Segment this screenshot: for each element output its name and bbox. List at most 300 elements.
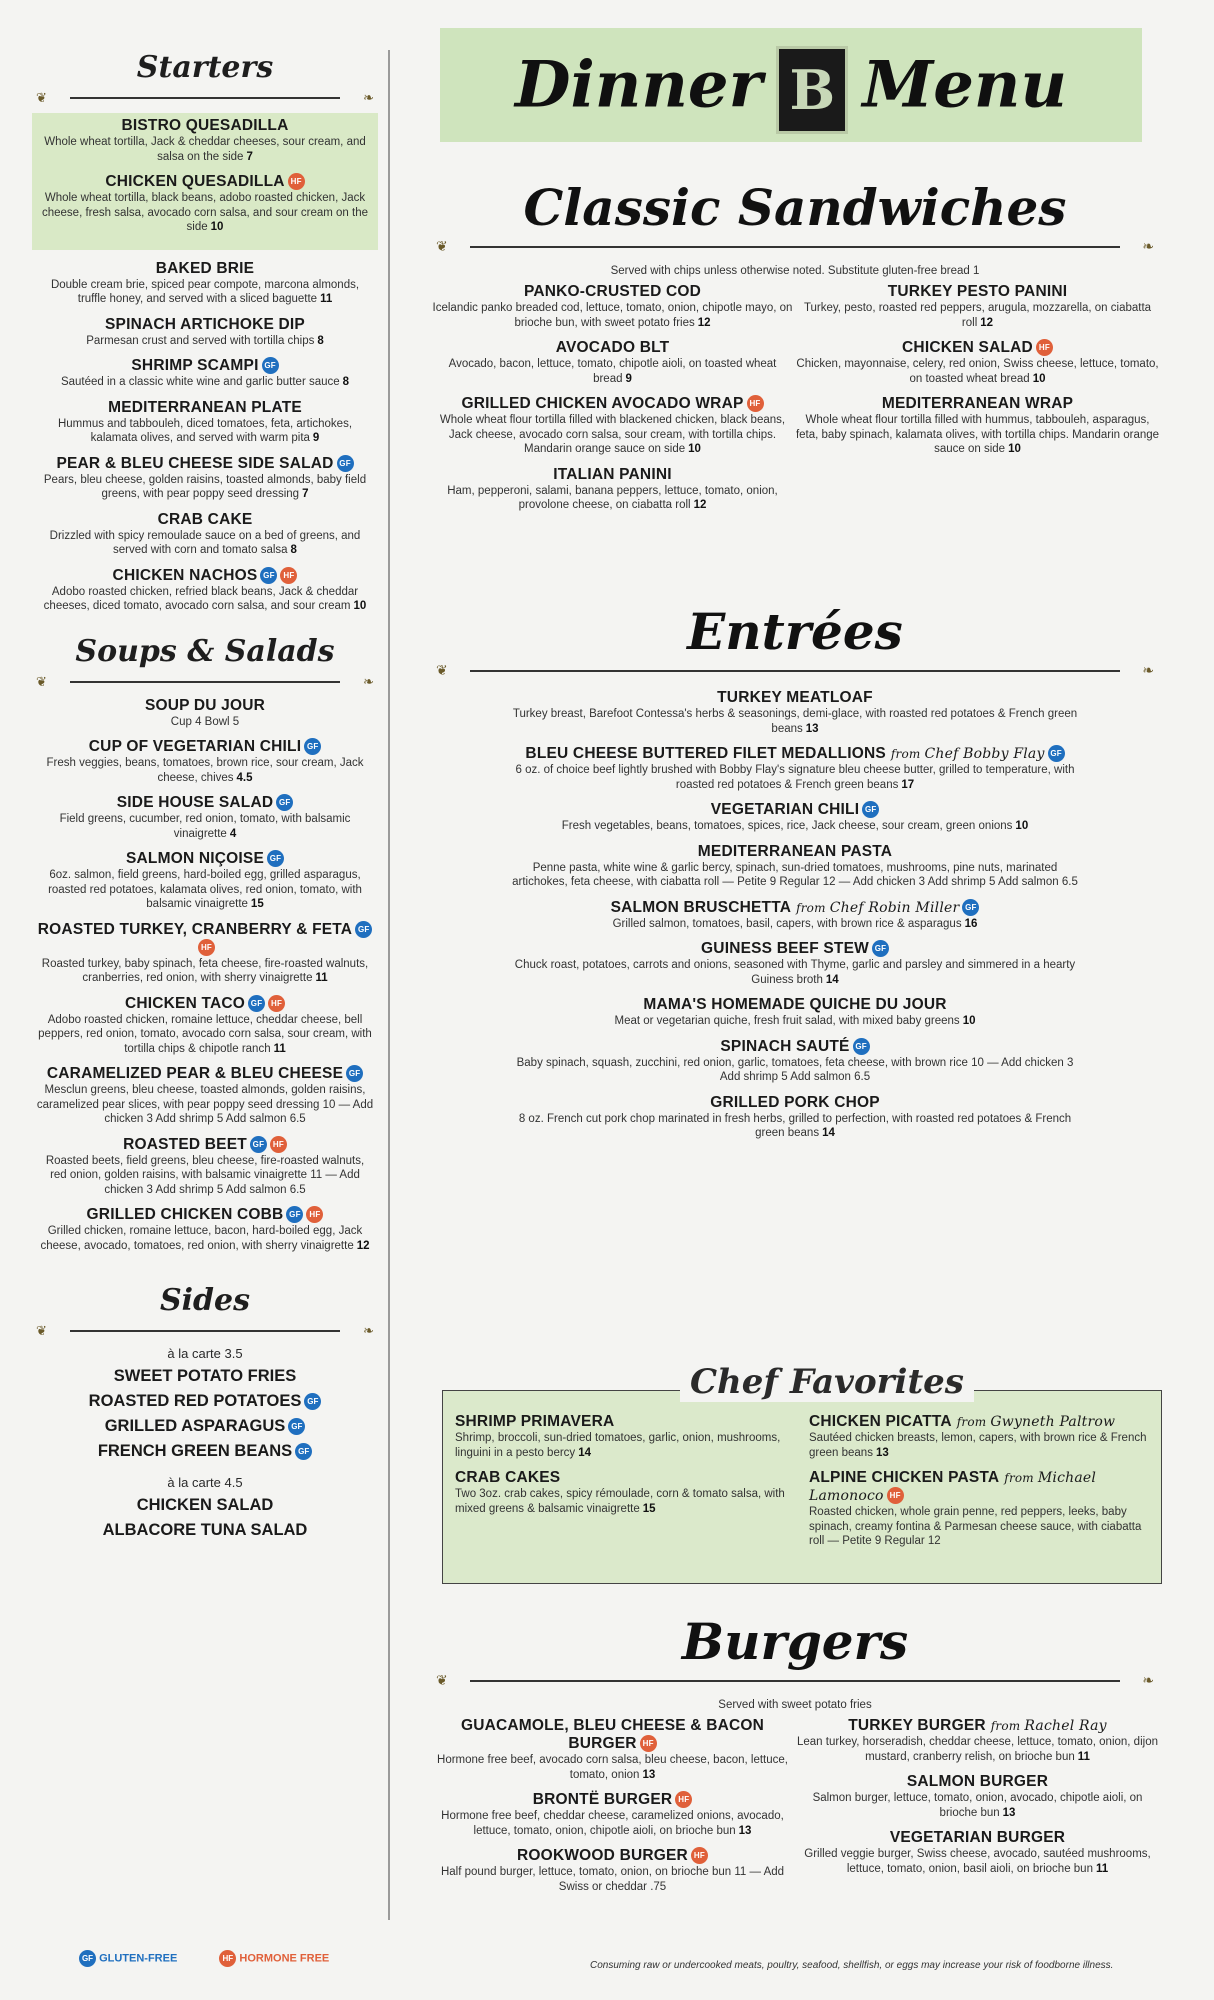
- section-rule: [36, 675, 374, 689]
- item-description: [36, 585, 374, 614]
- menu-item: [795, 283, 1160, 330]
- menu-item: [36, 794, 374, 841]
- item-price: 14: [822, 1127, 835, 1139]
- item-price: 12: [356, 1239, 370, 1252]
- section-rule: [430, 1673, 1160, 1689]
- item-name: GRILLED PORK CHOP: [710, 1093, 880, 1111]
- burgers-note: Served with sweet potato fries: [718, 1699, 872, 1711]
- chef-name: Chef Bobby Flay: [924, 746, 1045, 762]
- menu-item: [36, 567, 374, 614]
- item-name: BLEU CHEESE BUTTERED FILET MEDALLIONS: [525, 745, 886, 762]
- chef-name: Chef Robin Miller: [829, 899, 960, 916]
- item-desc-text: Adobo roasted chicken, romaine lettuce, cheddar cheese, bell peppers, red onion, tomato, avocado corn salsa, sour cream, with tortilla chips & chipotle ranch: [38, 1013, 372, 1055]
- item-name-line: [510, 1038, 1080, 1056]
- menu-item: [809, 1469, 1149, 1549]
- item-desc-text: Avocado, bacon, lettuce, tomato, chipotle aioli, on toasted wheat bread: [448, 358, 777, 385]
- menu-item: [40, 117, 370, 164]
- item-desc-text: Hormone free beef, avocado corn salsa, bleu cheese, bacon, lettuce, tomato, onion: [437, 1754, 788, 1781]
- item-desc-text: Icelandic panko breaded cod, lettuce, tomato, onion, chipotle mayo, on brioche bun, with sweet potato fries: [432, 302, 793, 329]
- menu-item: [510, 940, 1080, 987]
- sandwiches-section: [430, 178, 1160, 522]
- item-description: [36, 417, 374, 446]
- item-price: 10: [353, 600, 367, 612]
- menu-item: [36, 1065, 374, 1127]
- item-desc-text: Whole wheat flour tortilla filled with hummus, tabbouleh, asparagus, feta, baby spinach, kalamata olives, with tortilla chips. Mandarin orange sauce on side: [795, 414, 1160, 455]
- item-name: CARAMELIZED PEAR & BLEU CHEESE: [46, 1065, 344, 1082]
- item-name-line: [430, 395, 795, 413]
- item-price: 11: [273, 1042, 286, 1055]
- chef-name: Gwyneth Paltrow: [990, 1414, 1116, 1430]
- item-name: AVOCADO BLT: [555, 339, 670, 356]
- hormone-free-badge-icon: HF: [691, 1847, 708, 1864]
- item-name-line: [36, 455, 374, 473]
- item-desc-text: Whole wheat tortilla, Jack & cheddar cheeses, sour cream, and salsa on the side: [44, 136, 366, 163]
- legend: [76, 1950, 365, 1967]
- item-desc-text: Shrimp, broccoli, sun-dried tomatoes, garlic, onion, mushrooms, linguini in a pesto bercy: [455, 1432, 781, 1459]
- item-name: TURKEY PESTO PANINI: [887, 283, 1068, 300]
- gluten-free-badge-icon: GF: [862, 801, 879, 818]
- item-name-line: [40, 173, 370, 191]
- header-banner: [440, 28, 1142, 142]
- item-description: [36, 334, 374, 349]
- item-price: 8: [317, 334, 324, 347]
- item-price: 10: [688, 443, 701, 455]
- menu-item: [510, 745, 1080, 792]
- item-name: SPINACH SAUTÉ: [720, 1037, 850, 1055]
- hormone-free-badge-icon: HF: [280, 567, 297, 584]
- item-price: 9: [312, 432, 320, 444]
- item-desc-text: Roasted turkey, baby spinach, feta cheese, fire-roasted walnuts, cranberries, red onion, with sherry vinaigrette: [41, 957, 369, 984]
- item-name-line: [36, 399, 374, 417]
- item-name-line: [36, 738, 374, 756]
- alacarte-price: à la carte 3.5: [167, 1346, 243, 1361]
- item-name-line: [36, 850, 374, 868]
- hormone-free-badge-icon: HF: [198, 939, 215, 956]
- section-rule: [430, 663, 1160, 679]
- item-description: [510, 707, 1080, 736]
- item-name-line: [40, 117, 370, 135]
- item-price: 10: [1008, 443, 1021, 455]
- item-name: ITALIAN PANINI: [553, 465, 672, 483]
- sandwiches-left: [430, 283, 795, 522]
- sides-group-2: [36, 1496, 374, 1540]
- item-name-line: [36, 1206, 374, 1224]
- item-description: [795, 1847, 1160, 1876]
- menu-item: [430, 1847, 795, 1894]
- item-price: 17: [901, 778, 915, 791]
- entrees-title: Entrées: [687, 602, 903, 661]
- item-price: 7: [302, 488, 309, 500]
- item-description: [795, 413, 1160, 457]
- leaf-ornament-icon: ❧: [363, 91, 374, 106]
- side-item: [36, 1442, 374, 1461]
- gluten-free-badge-icon: GF: [337, 455, 354, 472]
- menu-item: [430, 283, 795, 330]
- item-description: [430, 301, 795, 330]
- side-item-name: CHICKEN SALAD: [136, 1496, 274, 1514]
- item-name: BRONTË BURGER: [532, 1791, 673, 1808]
- item-price: 4: [229, 827, 237, 840]
- item-description: [36, 1013, 374, 1057]
- food-safety-footnote: Consuming raw or undercooked meats, poultry, seafood, shellfish, or eggs may increase your risk of foodborne illness.: [590, 1960, 1114, 1971]
- from-label: from: [1004, 1471, 1034, 1485]
- item-desc-text: Roasted chicken, whole grain penne, red peppers, leeks, baby spinach, creamy fontina & Parmesan cheese sauce, with ciabatta roll — Petite 9 Regular 12: [809, 1506, 1142, 1547]
- item-name-line: [36, 921, 374, 957]
- gluten-free-badge-icon: GF: [304, 738, 321, 755]
- item-name-line: [510, 689, 1080, 707]
- gluten-free-badge-icon: GF: [1048, 745, 1065, 762]
- soups-title: Soups & Salads: [75, 633, 335, 669]
- item-price: 11: [320, 293, 333, 305]
- item-description: [430, 413, 795, 457]
- hormone-free-badge-icon: HF: [1036, 339, 1053, 356]
- sandwiches-right: [795, 283, 1160, 522]
- item-name: GUACAMOLE, BLEU CHEESE & BACON BURGER: [460, 1717, 765, 1752]
- left-column: [36, 50, 374, 1546]
- item-description: [36, 812, 374, 841]
- item-description: [430, 1809, 795, 1838]
- menu-item: [510, 843, 1080, 890]
- item-name: BISTRO QUESADILLA: [121, 117, 289, 134]
- menu-item: [795, 339, 1160, 386]
- hormone-free-badge-icon: HF: [747, 395, 764, 412]
- leaf-ornament-icon: ❧: [363, 1324, 374, 1339]
- gluten-free-badge-icon: GF: [962, 899, 979, 916]
- item-name: SHRIMP PRIMAVERA: [455, 1413, 615, 1430]
- item-name: CHICKEN NACHOS: [112, 566, 258, 584]
- item-desc-text: Chicken, mayonnaise, celery, red onion, Swiss cheese, lettuce, tomato, on toasted wheat bread: [796, 358, 1159, 385]
- item-price: 8: [290, 544, 297, 556]
- leaf-ornament-icon: ❦: [36, 674, 47, 690]
- item-price: 14: [578, 1446, 591, 1459]
- item-name: ROASTED BEET: [123, 1135, 247, 1153]
- leaf-ornament-icon: ❦: [436, 663, 448, 679]
- gf-badge-icon: GF: [79, 1950, 96, 1967]
- item-desc-text: Two 3oz. crab cakes, spicy rémoulade, corn & tomato salsa, with mixed greens & balsamic vinaigrette: [455, 1488, 785, 1515]
- item-name-line: [809, 1469, 1149, 1505]
- item-description: [36, 1224, 374, 1253]
- item-description: [430, 484, 795, 513]
- side-item: [36, 1367, 374, 1386]
- menu-item: [36, 850, 374, 912]
- item-price: 7: [246, 150, 253, 163]
- side-item: [36, 1496, 374, 1515]
- item-name-line: [795, 339, 1160, 357]
- menu-item: [455, 1469, 795, 1516]
- item-name: TURKEY MEATLOAF: [717, 689, 873, 706]
- gluten-free-badge-icon: GF: [286, 1206, 303, 1223]
- section-rule: [430, 239, 1160, 255]
- leaf-ornament-icon: ❦: [36, 91, 47, 106]
- menu-item: [510, 689, 1080, 736]
- menu-item: [36, 357, 374, 390]
- menu-item: [36, 1206, 374, 1253]
- menu-item: [430, 1717, 795, 1782]
- item-name: GRILLED CHICKEN AVOCADO WRAP: [461, 395, 744, 412]
- sandwiches-title: Classic Sandwiches: [523, 178, 1067, 237]
- item-desc-text: Field greens, cucumber, red onion, tomato, with balsamic vinaigrette: [59, 813, 351, 840]
- item-name-line: [36, 511, 374, 529]
- item-name: ROOKWOOD BURGER: [517, 1847, 688, 1864]
- menu-title: [440, 46, 1142, 134]
- hormone-free-badge-icon: HF: [887, 1487, 904, 1504]
- side-item-name: FRENCH GREEN BEANS: [97, 1442, 293, 1460]
- item-description: [795, 357, 1160, 386]
- gluten-free-badge-icon: GF: [262, 357, 279, 374]
- item-name-line: [36, 357, 374, 375]
- item-description: [510, 819, 1080, 834]
- item-description: [510, 1112, 1080, 1141]
- item-description: [455, 1487, 795, 1516]
- menu-item: [40, 173, 370, 235]
- item-description: [430, 357, 795, 386]
- item-name-line: [510, 899, 1080, 917]
- item-description: [36, 473, 374, 502]
- starters-list: [36, 113, 374, 614]
- item-desc-text: Hormone free beef, cheddar cheese, caramelized onions, avocado, lettuce, tomato, onion, chipotle aioli, on brioche bun: [441, 1810, 784, 1837]
- item-price: 13: [1002, 1806, 1016, 1819]
- menu-item: [795, 1717, 1160, 1764]
- item-price: 11: [1077, 1750, 1090, 1763]
- item-name: GRILLED CHICKEN COBB: [86, 1206, 284, 1223]
- leaf-ornament-icon: ❦: [36, 1324, 47, 1339]
- item-description: [36, 868, 374, 912]
- menu-item: [36, 738, 374, 785]
- item-name: SOUP DU JOUR: [144, 696, 266, 714]
- side-item: [36, 1392, 374, 1411]
- burgers-left: [430, 1717, 795, 1903]
- menu-item: [510, 1038, 1080, 1085]
- menu-item: [36, 260, 374, 307]
- item-price: 13: [738, 1824, 752, 1837]
- item-desc-text: Hummus and tabbouleh, diced tomatoes, feta, artichokes, kalamata olives, and served with warm pita: [57, 417, 353, 444]
- hf-badge-icon: HF: [219, 1950, 236, 1967]
- logo-b-icon: B: [776, 46, 848, 134]
- item-desc-text: Drizzled with spicy remoulade sauce on a bed of greens, and served with corn and tomato salsa: [49, 529, 361, 556]
- item-price: 16: [964, 917, 978, 930]
- menu-item: [36, 399, 374, 446]
- menu-item: [430, 466, 795, 513]
- item-name: SPINACH ARTICHOKE DIP: [105, 315, 305, 333]
- item-name: GUINESS BEEF STEW: [701, 940, 869, 957]
- item-price: 15: [250, 898, 264, 910]
- item-desc-text: Salmon burger, lettuce, tomato, onion, avocado, chipotle aioli, on brioche bun: [812, 1792, 1143, 1819]
- hormone-free-badge-icon: HF: [288, 173, 305, 190]
- item-desc-text: Grilled chicken, romaine lettuce, bacon, hard-boiled egg, Jack cheese, avocado, tomatoes, red onion, with sherry vinaigrette: [40, 1225, 363, 1252]
- item-desc-text: Fresh veggies, beans, tomatoes, brown rice, sour cream, Jack cheese, chives: [46, 757, 364, 784]
- item-desc-text: Grilled salmon, tomatoes, basil, capers, with brown rice & asparagus: [612, 917, 962, 930]
- title-menu: Menu: [862, 47, 1067, 123]
- item-desc-text: 6oz. salmon, field greens, hard-boiled egg, grilled asparagus, roasted red potatoes, kalamata olives, red onion, tomato, with balsamic vinaigrette: [48, 869, 362, 910]
- item-name: CHICKEN SALAD: [902, 339, 1033, 356]
- item-name: MEDITERRANEAN PLATE: [108, 398, 302, 416]
- menu-item: [510, 899, 1080, 932]
- item-name: VEGETARIAN CHILI: [710, 801, 860, 818]
- item-price: 12: [980, 316, 994, 329]
- item-name-line: [795, 1829, 1160, 1847]
- leaf-ornament-icon: ❦: [436, 239, 448, 255]
- item-description: [510, 1056, 1080, 1085]
- item-name: CRAB CAKE: [157, 510, 253, 528]
- item-description: [36, 529, 374, 558]
- gluten-free-badge-icon: GF: [250, 1136, 267, 1153]
- item-name-line: [795, 1717, 1160, 1735]
- chef-favorites-box: [442, 1390, 1162, 1584]
- menu-item: [510, 801, 1080, 834]
- alacarte-price: à la carte 4.5: [167, 1475, 243, 1490]
- menu-item: [430, 1791, 795, 1838]
- entrees-list: [430, 689, 1160, 1141]
- gluten-free-badge-icon: GF: [260, 567, 277, 584]
- item-description: [809, 1505, 1149, 1549]
- title-dinner: Dinner: [515, 47, 763, 123]
- leaf-ornament-icon: ❧: [363, 674, 374, 690]
- item-name: MAMA'S HOMEMADE QUICHE DU JOUR: [643, 996, 947, 1013]
- item-desc-text: Mesclun greens, bleu cheese, toasted almonds, golden raisins, caramelized pear slices, with pear poppy seed dressing 10 — Add chicken 3 Add shrimp 5 Add salmon 6.5: [36, 1084, 374, 1125]
- item-price: 10: [962, 1015, 976, 1027]
- side-item: [36, 1521, 374, 1540]
- side-item-name: ALBACORE TUNA SALAD: [102, 1521, 308, 1539]
- burgers-title: Burgers: [681, 1612, 909, 1671]
- item-description: [36, 375, 374, 390]
- gluten-free-badge-icon: GF: [267, 850, 284, 867]
- menu-item: [455, 1413, 795, 1460]
- item-name: SALMON BRUSCHETTA: [610, 898, 792, 916]
- item-name: SALMON NIÇOISE: [125, 850, 264, 867]
- column-divider: [388, 50, 390, 1920]
- menu-item: [510, 1094, 1080, 1141]
- menu-item: [809, 1413, 1149, 1460]
- item-price: 15: [642, 1502, 656, 1515]
- legend-hf: [216, 1950, 329, 1967]
- item-price: 13: [805, 722, 819, 735]
- item-description: [795, 301, 1160, 330]
- chef-favorites-title: Chef Favorites: [680, 1362, 974, 1402]
- item-name: CHICKEN PICATTA: [809, 1413, 952, 1430]
- item-description: [36, 957, 374, 986]
- legend-hf-label: HORMONE FREE: [239, 1952, 330, 1965]
- item-desc-text: Penne pasta, white wine & garlic bercy, spinach, sun-dried tomatoes, mushrooms, pine nuts, marinated artichokes, feta cheese, with ciabatta roll — Petite 9 Regular 12 — Add chicken 3 Add shrimp 5 Add salmon 6.5: [512, 861, 1078, 888]
- starters-title: Starters: [136, 50, 274, 85]
- menu-item: [36, 455, 374, 502]
- menu-item: [510, 996, 1080, 1029]
- hormone-free-badge-icon: HF: [270, 1136, 287, 1153]
- item-description: [510, 917, 1080, 932]
- item-desc-text: Double cream brie, spiced pear compote, marcona almonds, truffle honey, and served with a sliced baguette: [50, 278, 360, 305]
- item-name-line: [430, 283, 795, 301]
- item-name-line: [36, 316, 374, 334]
- item-desc-text: Meat or vegetarian quiche, fresh fruit salad, with mixed baby greens: [614, 1015, 960, 1027]
- chef-name: Rachel Ray: [1024, 1718, 1107, 1734]
- hormone-free-badge-icon: HF: [675, 1791, 692, 1808]
- item-price: 9: [625, 372, 632, 385]
- item-name-line: [430, 1847, 795, 1865]
- legend-gf: [76, 1950, 177, 1967]
- menu-item: [36, 1136, 374, 1198]
- item-price: 11: [1095, 1862, 1109, 1875]
- item-description: [40, 135, 370, 164]
- item-desc-text: Fresh vegetables, beans, tomatoes, spices, rice, Jack cheese, sour cream, green onions: [561, 820, 1013, 832]
- gluten-free-badge-icon: GF: [288, 1418, 305, 1435]
- side-item-name: ROASTED RED POTATOES: [88, 1392, 302, 1410]
- from-label: from: [796, 900, 826, 915]
- item-desc-text: Grilled veggie burger, Swiss cheese, avocado, sautéed mushrooms, lettuce, tomato, onion, basil aioli, on brioche bun: [804, 1848, 1151, 1875]
- item-description: [510, 958, 1080, 987]
- item-description: [36, 1154, 374, 1198]
- item-description: [510, 861, 1080, 890]
- item-description: [430, 1753, 795, 1782]
- item-name-line: [795, 1773, 1160, 1791]
- item-desc-text: Adobo roasted chicken, refried black beans, Jack & cheddar cheeses, diced tomato, avocado corn salsa, and sour cream: [43, 585, 359, 612]
- item-name: CHICKEN TACO: [124, 994, 246, 1012]
- item-desc-text: Sautéed in a classic white wine and garlic butter sauce: [60, 376, 340, 388]
- legend-gf-label: GLUTEN-FREE: [99, 1952, 178, 1965]
- chef-name: Michael Lamonoco: [809, 1470, 1097, 1504]
- item-name-line: [36, 567, 374, 585]
- item-price: 11: [315, 972, 328, 984]
- item-name: SALMON BURGER: [906, 1773, 1049, 1790]
- item-description: [36, 756, 374, 785]
- item-desc-text: Whole wheat flour tortilla filled with blackened chicken, black beans, Jack cheese, avocado corn salsa, sour cream, with tortilla chips. Mandarin orange sauce on side: [439, 414, 786, 455]
- item-name: VEGETARIAN BURGER: [889, 1829, 1066, 1846]
- item-price: 8: [342, 376, 350, 388]
- item-name: TURKEY BURGER: [848, 1717, 986, 1734]
- item-price: 10: [210, 221, 224, 233]
- leaf-ornament-icon: ❦: [436, 1673, 448, 1689]
- section-rule: [36, 1324, 374, 1338]
- from-label: from: [956, 1415, 987, 1429]
- gluten-free-badge-icon: GF: [276, 794, 293, 811]
- item-name-line: [36, 697, 374, 715]
- item-name: SHRIMP SCAMPI: [131, 357, 259, 374]
- item-desc-text: Turkey breast, Barefoot Contessa's herbs & seasonings, demi-glace, with roasted red potatoes & French green beans: [512, 708, 1078, 735]
- item-name: BAKED BRIE: [155, 259, 255, 277]
- gluten-free-badge-icon: GF: [304, 1393, 321, 1410]
- menu-item: [36, 995, 374, 1057]
- burgers-section: [430, 1612, 1160, 1903]
- item-description: [795, 1735, 1160, 1764]
- item-name-line: [36, 995, 374, 1013]
- item-name-line: [510, 1094, 1080, 1112]
- item-desc-text: Baby spinach, squash, zucchini, red onion, garlic, tomatoes, feta cheese, with brown rice 10 — Add chicken 3 Add shrimp 5 Add salmon 6.5: [516, 1056, 1074, 1083]
- item-desc-text: Whole wheat tortilla, black beans, adobo roasted chicken, Jack cheese, fresh salsa, avocado corn salsa, and sour cream on the side: [41, 192, 368, 233]
- item-description: [36, 715, 374, 730]
- gluten-free-badge-icon: GF: [248, 995, 265, 1012]
- leaf-ornament-icon: ❧: [1142, 663, 1154, 679]
- item-name: PANKO-CRUSTED COD: [523, 283, 702, 300]
- item-desc-text: Roasted beets, field greens, bleu cheese, fire-roasted walnuts, red onion, golden raisins, with balsamic vinaigrette 11 — Add chicken 3 Add shrimp 5 Add salmon 6.5: [45, 1154, 365, 1196]
- item-price: 12: [693, 499, 707, 511]
- item-desc-text: 8 oz. French cut pork chop marinated in fresh herbs, grilled to perfection, with roasted red potatoes & French green beans: [518, 1112, 1072, 1139]
- hormone-free-badge-icon: HF: [306, 1206, 323, 1223]
- item-name-line: [430, 339, 795, 357]
- item-name: PEAR & BLEU CHEESE SIDE SALAD: [56, 454, 334, 472]
- item-desc-text: Chuck roast, potatoes, carrots and onions, seasoned with Thyme, garlic and parsley and simmered in a hearty Guiness broth: [514, 959, 1076, 986]
- item-name-line: [455, 1469, 795, 1487]
- item-name-line: [36, 260, 374, 278]
- gluten-free-badge-icon: GF: [355, 921, 372, 938]
- side-item-name: SWEET POTATO FRIES: [113, 1367, 297, 1385]
- starters-rest: [36, 260, 374, 614]
- item-price: 4.5: [236, 771, 253, 784]
- menu-item: [36, 697, 374, 730]
- gluten-free-badge-icon: GF: [346, 1065, 363, 1082]
- item-desc-text: Lean turkey, horseradish, cheddar cheese, lettuce, tomato, onion, dijon mustard, cranberry relish, on brioche bun: [797, 1736, 1158, 1763]
- hormone-free-badge-icon: HF: [268, 995, 285, 1012]
- item-desc-text: Sautéed chicken breasts, lemon, capers, with brown rice & French green beans: [809, 1432, 1147, 1459]
- menu-item: [795, 1829, 1160, 1876]
- item-price: 12: [697, 316, 711, 329]
